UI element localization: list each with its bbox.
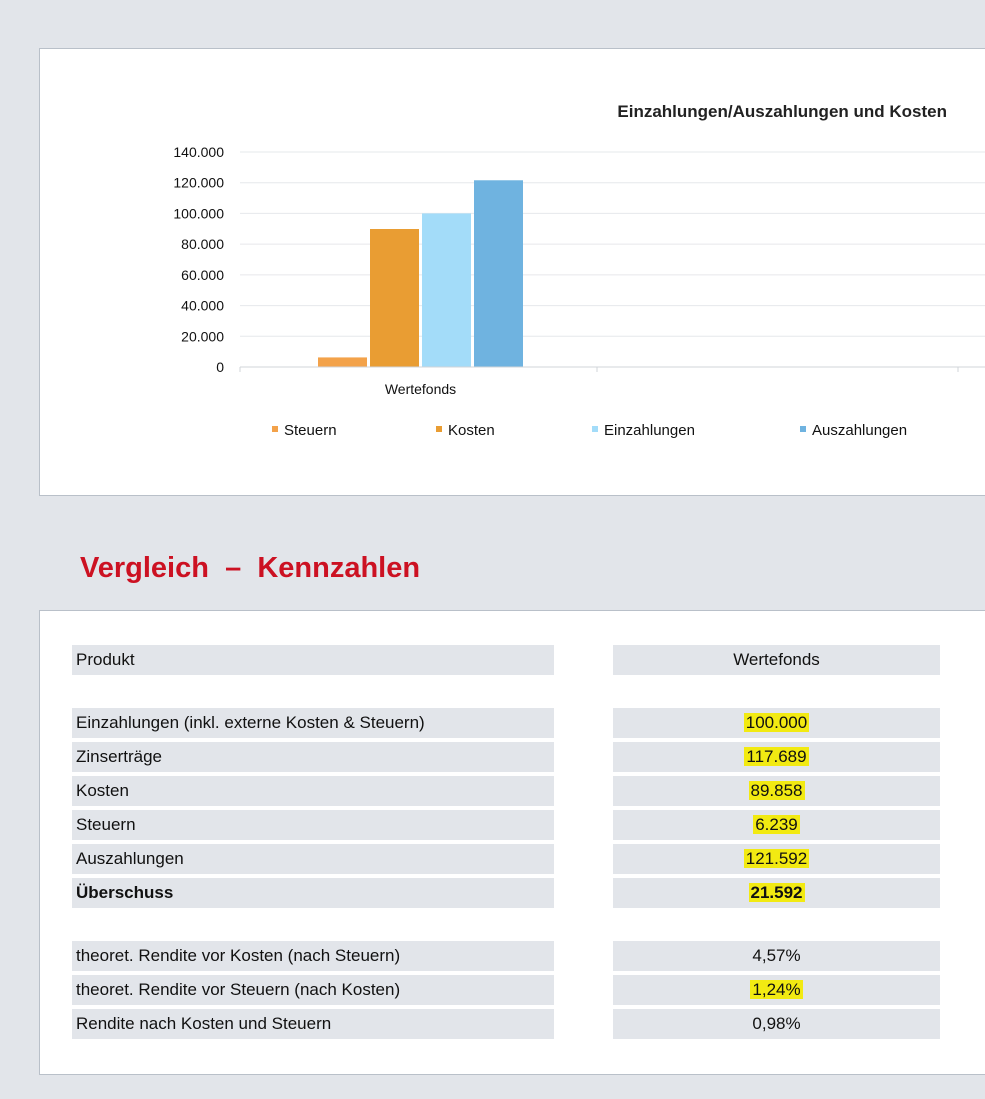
row-label: Rendite nach Kosten und Steuern [76, 1014, 332, 1033]
row-label: Steuern [76, 815, 136, 834]
row-ueberschuss-value [613, 878, 940, 908]
row-rendite-nach-kosten-steuern-value [613, 1009, 940, 1039]
bar-steuern [318, 357, 367, 367]
row-rendite-vor-kosten-label [72, 941, 554, 971]
y-tick-label: 40.000 [181, 297, 224, 314]
bar-einzahlungen [422, 213, 471, 367]
row-label: Zinserträge [76, 747, 162, 766]
legend-label: Einzahlungen [604, 422, 695, 439]
chart-title: Einzahlungen/Auszahlungen und Kosten [617, 102, 947, 121]
bar-auszahlungen [474, 180, 523, 367]
row-auszahlungen-value [613, 844, 940, 874]
row-rendite-vor-steuern-value [613, 975, 940, 1005]
row-steuern-label [72, 810, 554, 840]
bar-kosten [370, 229, 419, 367]
y-tick-label: 20.000 [181, 328, 224, 345]
row-label: theoret. Rendite vor Kosten (nach Steuern) [76, 946, 401, 965]
row-label: Einzahlungen (inkl. externe Kosten & Steuern) [76, 713, 425, 732]
legend-swatch [272, 426, 278, 432]
legend-swatch [800, 426, 806, 432]
row-zinsertraege-label [72, 742, 554, 772]
row-ueberschuss-label [72, 878, 554, 908]
highlighted-value: 117.689 [746, 747, 807, 766]
header-value-cell [613, 645, 940, 675]
highlighted-value: 121.592 [745, 849, 808, 868]
highlighted-value: 89.858 [750, 781, 803, 800]
header-label-cell [72, 645, 554, 675]
chart-panel [39, 48, 985, 496]
y-tick-label: 80.000 [181, 236, 224, 253]
highlighted-value: 6.239 [755, 815, 798, 834]
row-value: 0,98% [752, 1014, 801, 1033]
section-title: Vergleich – Kennzahlen [80, 552, 421, 584]
bar-chart [40, 49, 985, 495]
row-auszahlungen-label [72, 844, 554, 874]
y-tick-label: 100.000 [173, 205, 224, 222]
row-rendite-vor-steuern-label [72, 975, 554, 1005]
row-kosten-label [72, 776, 554, 806]
row-label: Auszahlungen [76, 849, 184, 868]
x-category-label: Wertefonds [384, 381, 457, 397]
row-steuern-value [613, 810, 940, 840]
y-tick-label: 0 [216, 359, 224, 375]
row-kosten-value [613, 776, 940, 806]
legend-swatch [592, 426, 598, 432]
row-value: 4,57% [752, 946, 801, 965]
row-zinsertraege-value [613, 742, 940, 772]
row-rendite-vor-kosten-value [613, 941, 940, 971]
legend-label: Auszahlungen [812, 422, 908, 439]
highlighted-value: 1,24% [752, 980, 801, 999]
header-value: Wertefonds [733, 650, 820, 669]
legend-label: Steuern [284, 422, 337, 439]
kennzahlen-table [39, 610, 985, 1075]
row-label: Überschuss [76, 883, 174, 902]
highlighted-value: 100.000 [745, 713, 808, 732]
header-label: Produkt [76, 650, 135, 669]
row-label: Kosten [76, 781, 129, 800]
row-einzahlungen-value [613, 708, 940, 738]
row-label: theoret. Rendite vor Steuern (nach Kosten) [76, 980, 401, 999]
highlighted-value: 21.592 [750, 883, 803, 902]
row-einzahlungen-label [72, 708, 554, 738]
legend-label: Kosten [448, 422, 495, 439]
y-tick-label: 120.000 [173, 174, 224, 191]
y-tick-label: 140.000 [173, 144, 224, 160]
legend-swatch [436, 426, 442, 432]
row-rendite-nach-kosten-steuern-label [72, 1009, 554, 1039]
y-tick-label: 60.000 [181, 266, 224, 283]
